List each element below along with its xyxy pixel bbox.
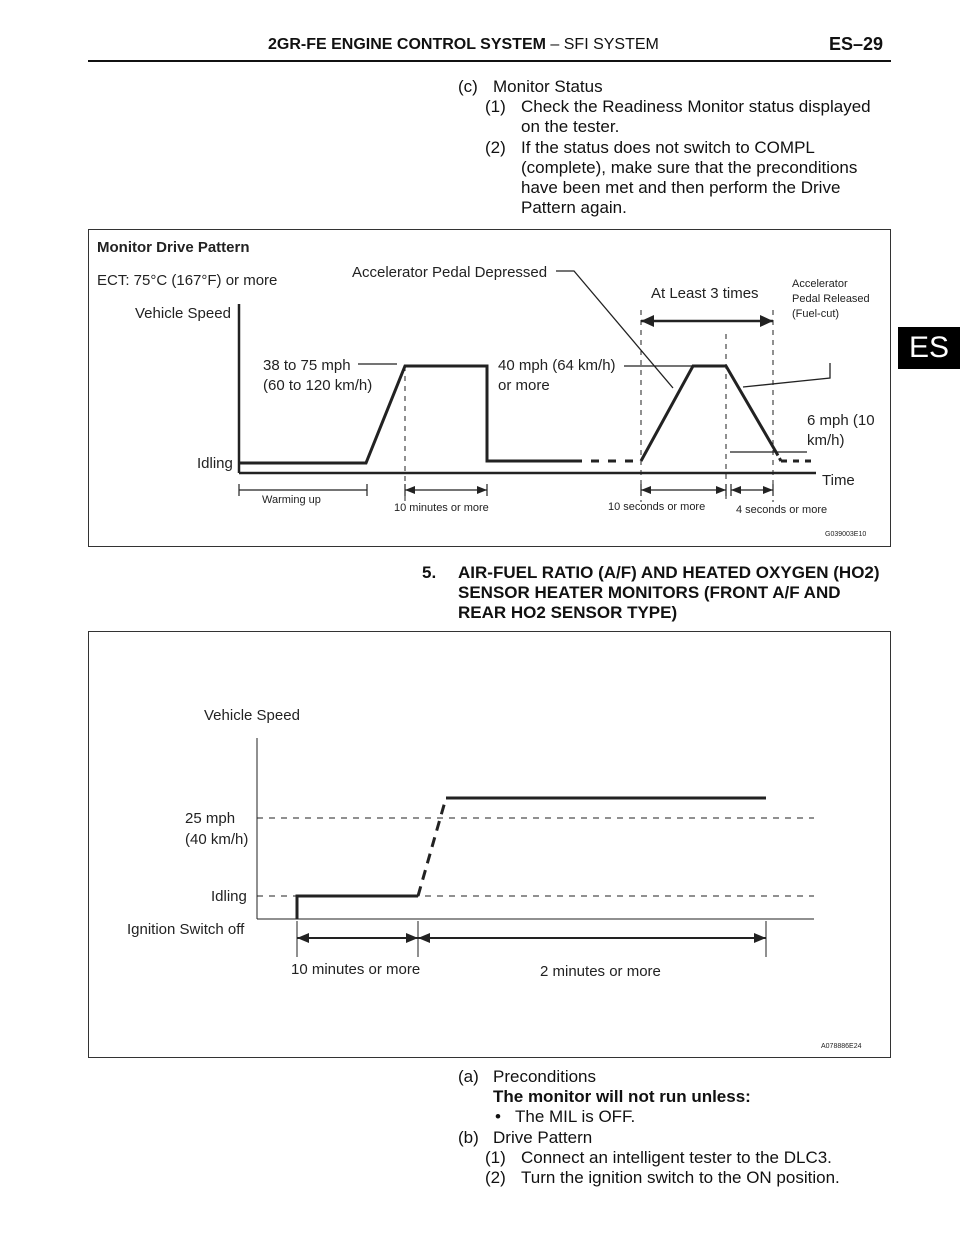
leader-line xyxy=(743,363,830,387)
page-header-title xyxy=(268,36,659,54)
figure-af-ho2-drive-pattern xyxy=(88,631,891,1058)
step-c2-line3: have been met and then perform the Drive xyxy=(521,178,841,197)
figure2-2min-label: 2 minutes or more xyxy=(540,963,661,980)
precondition-mil-off: The MIL is OFF. xyxy=(515,1107,636,1126)
section-5-line1: AIR-FUEL RATIO (A/F) AND HEATED OXYGEN (HO2) xyxy=(458,563,880,582)
figure2-speed-line2: (40 km/h) xyxy=(185,831,249,848)
step-c2-line4: Pattern again. xyxy=(521,198,627,217)
figure2-speed-line1: 25 mph xyxy=(185,810,236,827)
figure1-code: G039003E10 xyxy=(825,531,867,538)
bullet-icon: • xyxy=(495,1107,501,1126)
speed-trace-decel-end xyxy=(776,452,781,461)
figure1-released-line2: Pedal Released xyxy=(792,293,870,305)
section-5-number: 5. xyxy=(422,563,437,582)
figure1-at-least-label: At Least 3 times xyxy=(651,285,759,302)
step-b2-text: Turn the ignition switch to the ON position. xyxy=(521,1168,840,1187)
section-tab: ES xyxy=(898,327,960,369)
step-c2-line1: If the status does not switch to COMPL xyxy=(521,138,815,157)
figure1-released-line1: Accelerator xyxy=(792,278,848,290)
figure1-time-label: Time xyxy=(822,472,855,489)
step-a-number: (a) xyxy=(458,1067,479,1086)
figure2-10min-label: 10 minutes or more xyxy=(291,961,421,978)
af-ho2-diagram xyxy=(89,632,892,1059)
figure1-title: Monitor Drive Pattern xyxy=(97,239,250,256)
step-b1-number: (1) xyxy=(485,1148,506,1167)
precondition-note: The monitor will not run unless: xyxy=(493,1087,751,1106)
figure1-speed-b-line1: 40 mph (64 km/h) xyxy=(498,357,616,374)
figure2-code: A078886E24 xyxy=(821,1043,862,1050)
step-c-number: (c) xyxy=(458,77,478,96)
step-b-number: (b) xyxy=(458,1128,479,1147)
speed-trace-second xyxy=(641,366,776,461)
figure1-ect-label: ECT: 75°C (167°F) or more xyxy=(97,272,278,289)
drive-pattern-diagram xyxy=(89,230,892,548)
figure1-speed-a-line2: (60 to 120 km/h) xyxy=(263,377,373,394)
step-c1-number: (1) xyxy=(485,97,506,116)
header-rule xyxy=(88,60,891,62)
figure1-pedal-depressed-label: Accelerator Pedal Depressed xyxy=(352,264,548,281)
speed-trace-idle xyxy=(297,896,418,919)
figure1-vehicle-speed-label: Vehicle Speed xyxy=(135,305,231,322)
figure1-speed-c-line2: km/h) xyxy=(807,432,845,449)
figure1-idling-label: Idling xyxy=(197,455,233,472)
figure1-4sec-label: 4 seconds or more xyxy=(736,504,828,516)
figure1-speed-c-line1: 6 mph (10 xyxy=(807,412,875,429)
step-c1-line2: on the tester. xyxy=(521,117,620,136)
step-c1-line1: Check the Readiness Monitor status displayed xyxy=(521,97,871,116)
figure1-10min-label: 10 minutes or more xyxy=(394,502,489,514)
step-c-heading: Monitor Status xyxy=(493,77,603,96)
page-number: ES–29 xyxy=(829,34,884,54)
figure2-ignition-off-label: Ignition Switch off xyxy=(127,921,245,938)
header-title-rest: – SFI SYSTEM xyxy=(545,36,659,53)
section-5-line2: SENSOR HEATER MONITORS (FRONT A/F AND xyxy=(458,583,841,602)
figure2-idling-label: Idling xyxy=(211,888,247,905)
speed-trace-accel xyxy=(418,798,446,896)
step-a-heading: Preconditions xyxy=(493,1067,597,1086)
section-5-line3: REAR HO2 SENSOR TYPE) xyxy=(458,603,678,622)
step-b2-number: (2) xyxy=(485,1168,506,1187)
figure1-warming-up-label: Warming up xyxy=(262,494,321,506)
header-title-bold: 2GR-FE ENGINE CONTROL SYSTEM xyxy=(268,36,546,53)
figure1-speed-b-line2: or more xyxy=(498,377,550,394)
step-b1-text: Connect an intelligent tester to the DLC3. xyxy=(521,1148,832,1167)
step-b-heading: Drive Pattern xyxy=(493,1128,593,1147)
figure-monitor-drive-pattern xyxy=(88,229,891,547)
step-c2-number: (2) xyxy=(485,138,506,157)
figure1-speed-a-line1: 38 to 75 mph xyxy=(263,357,351,374)
step-c2-line2: (complete), make sure that the preconditions xyxy=(521,158,858,177)
figure1-released-line3: (Fuel-cut) xyxy=(792,308,840,320)
figure2-vehicle-speed-label: Vehicle Speed xyxy=(204,707,300,724)
figure1-10sec-label: 10 seconds or more xyxy=(608,501,706,513)
